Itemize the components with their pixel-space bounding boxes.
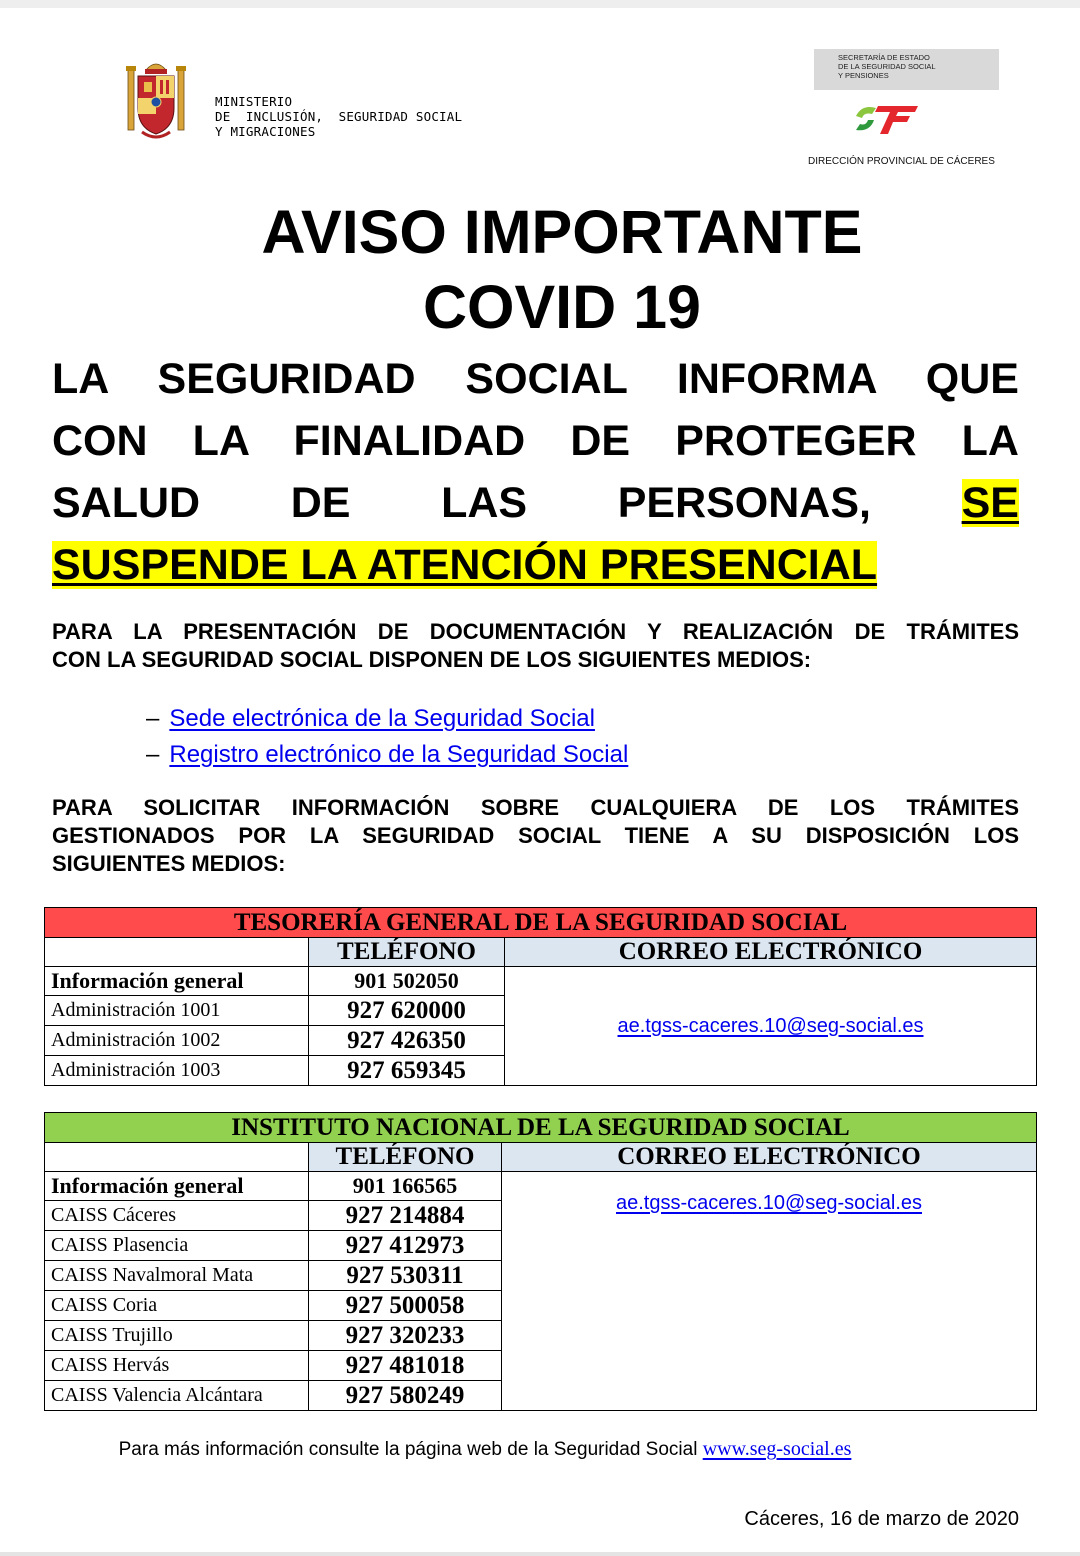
statement-line-3-text: SALUD DE LAS PERSONAS, bbox=[52, 479, 871, 527]
secretaria-line: Y PENSIONES bbox=[838, 71, 889, 80]
secretaria-box bbox=[814, 49, 999, 90]
office-name: CAISS Plasencia bbox=[45, 1231, 309, 1261]
phone-number: 927 620000 bbox=[309, 996, 505, 1026]
phone-number: 927 412973 bbox=[309, 1231, 502, 1261]
email-column-header: CORREO ELECTRÓNICO bbox=[502, 1143, 1037, 1172]
phone-number: 927 481018 bbox=[309, 1351, 502, 1381]
highlight-se: SE bbox=[961, 479, 1019, 527]
coat-of-arms-logo bbox=[124, 56, 188, 142]
seg-social-website-link[interactable]: www.seg-social.es bbox=[702, 1438, 852, 1460]
office-name: CAISS Hervás bbox=[45, 1351, 309, 1381]
office-name: CAISS Coria bbox=[45, 1291, 309, 1321]
phone-number: 927 214884 bbox=[309, 1201, 502, 1231]
inss-email-link[interactable]: ae.tgss-caceres.10@seg-social.es bbox=[616, 1192, 922, 1214]
email-column-header: CORREO ELECTRÓNICO bbox=[505, 938, 1037, 967]
office-name: Información general bbox=[45, 967, 309, 996]
paragraph-line: GESTIONADOS POR LA SEGURIDAD SOCIAL TIENE A SU DISPOSICIÓN LOS bbox=[52, 823, 1019, 848]
ministry-line: MINISTERIO bbox=[215, 94, 293, 109]
paragraph-line: PARA LA PRESENTACIÓN DE DOCUMENTACIÓN Y REALIZACIÓN DE TRÁMITES bbox=[52, 619, 1019, 644]
office-name: Administración 1003 bbox=[45, 1056, 309, 1086]
statement-line-1: LA SEGURIDAD SOCIAL INFORMA QUE bbox=[52, 355, 1019, 403]
paragraph-line: PARA SOLICITAR INFORMACIÓN SOBRE CUALQUIERA DE LOS TRÁMITES bbox=[52, 795, 1019, 820]
secretaria-line: DE LA SEGURIDAD SOCIAL bbox=[838, 62, 936, 71]
paragraph-line: CON LA SEGURIDAD SOCIAL DISPONEN DE LOS SIGUIENTES MEDIOS: bbox=[52, 647, 812, 672]
link-row-sede bbox=[146, 705, 595, 733]
phone-number: 927 530311 bbox=[309, 1261, 502, 1291]
ministry-line: Y MIGRACIONES bbox=[215, 124, 316, 139]
phone-number: 901 166565 bbox=[309, 1172, 502, 1201]
statement-line-2: CON LA FINALIDAD DE PROTEGER LA bbox=[52, 417, 1019, 465]
seguridad-social-logo bbox=[852, 102, 922, 136]
tgss-email-cell bbox=[505, 967, 1037, 1086]
dash: – bbox=[146, 705, 160, 732]
top-bar bbox=[0, 0, 1080, 8]
documentation-paragraph bbox=[52, 618, 1019, 674]
inss-table bbox=[44, 1112, 1037, 1411]
office-name: CAISS Trujillo bbox=[45, 1321, 309, 1351]
bottom-bar bbox=[0, 1552, 1080, 1556]
footer-text: Para más información consulte la página web de la Seguridad Social bbox=[118, 1439, 698, 1460]
office-name: Información general bbox=[45, 1172, 309, 1201]
blank-header-cell bbox=[45, 938, 309, 967]
blank-header-cell bbox=[45, 1143, 309, 1172]
title-line-1: AVISO IMPORTANTE bbox=[261, 198, 863, 266]
tgss-email-link[interactable]: ae.tgss-caceres.10@seg-social.es bbox=[617, 1014, 924, 1037]
phone-number: 927 426350 bbox=[309, 1026, 505, 1056]
tgss-title: TESORERÍA GENERAL DE LA SEGURIDAD SOCIAL bbox=[45, 908, 1037, 938]
office-name: Administración 1001 bbox=[45, 996, 309, 1026]
phone-number: 927 580249 bbox=[309, 1381, 502, 1411]
footer-note bbox=[0, 1438, 970, 1461]
statement-line-4 bbox=[52, 540, 1019, 590]
registro-electronico-link[interactable]: Registro electrónico de la Seguridad Social bbox=[169, 741, 629, 768]
direccion-provincial: DIRECCIÓN PROVINCIAL DE CÁCERES bbox=[808, 156, 995, 167]
inss-email-cell bbox=[502, 1172, 1037, 1411]
document-date: Cáceres, 16 de marzo de 2020 bbox=[744, 1508, 1019, 1530]
office-name: CAISS Cáceres bbox=[45, 1201, 309, 1231]
tgss-table bbox=[44, 907, 1037, 1086]
office-name: CAISS Valencia Alcántara bbox=[45, 1381, 309, 1411]
phone-number: 927 320233 bbox=[309, 1321, 502, 1351]
office-name: Administración 1002 bbox=[45, 1026, 309, 1056]
statement-line-3 bbox=[52, 478, 1019, 528]
inss-title: INSTITUTO NACIONAL DE LA SEGURIDAD SOCIAL bbox=[45, 1113, 1037, 1143]
ministry-line: DE INCLUSIÓN, SEGURIDAD SOCIAL bbox=[215, 109, 463, 124]
secretaria-text bbox=[838, 53, 936, 80]
title-line-2: COVID 19 bbox=[423, 273, 701, 341]
paragraph-line: SIGUIENTES MEDIOS: bbox=[52, 851, 286, 876]
phone-number: 901 502050 bbox=[309, 967, 505, 996]
highlight-suspende: SUSPENDE LA ATENCIÓN PRESENCIAL bbox=[52, 541, 878, 589]
phone-number: 927 659345 bbox=[309, 1056, 505, 1086]
information-paragraph bbox=[52, 794, 1019, 878]
phone-column-header: TELÉFONO bbox=[309, 938, 505, 967]
secretaria-line: SECRETARÍA DE ESTADO bbox=[838, 53, 930, 62]
phone-column-header: TELÉFONO bbox=[309, 1143, 502, 1172]
phone-number: 927 500058 bbox=[309, 1291, 502, 1321]
sede-electronica-link[interactable]: Sede electrónica de la Seguridad Social bbox=[169, 705, 595, 732]
dash: – bbox=[146, 741, 160, 768]
office-name: CAISS Navalmoral Mata bbox=[45, 1261, 309, 1291]
link-row-registro bbox=[146, 741, 628, 769]
ministry-name bbox=[215, 94, 462, 139]
